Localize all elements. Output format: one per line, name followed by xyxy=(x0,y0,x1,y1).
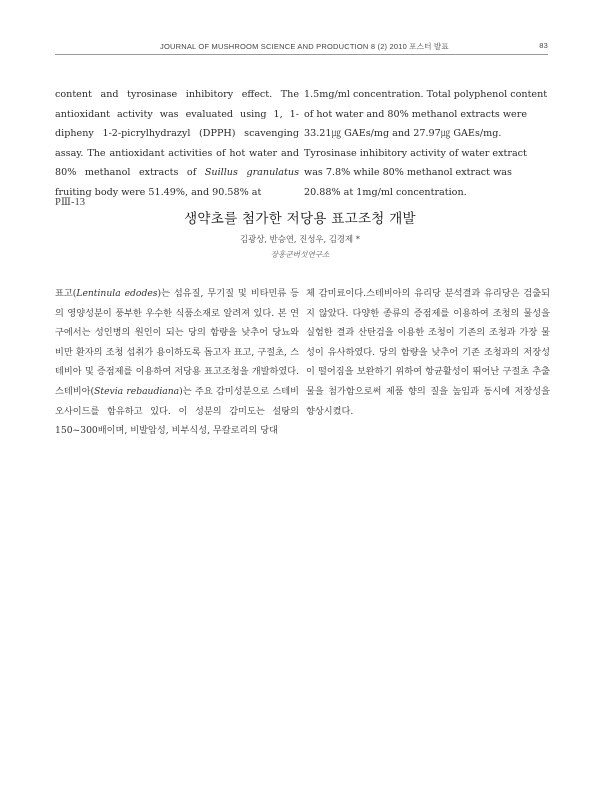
prev-abstract-right-text: 1.5mg/ml concentration. Total polyphenol content of hot water and 80% methanol extracts were 33.21㎍ GAEs/mg and 27.97㎍ GAEs/mg. Tyrosinase inhibitory activity of water extract was 7.8% while 80% methanol extract was 20.88% at 1mg/ml concentration. xyxy=(304,89,548,198)
text-run: )는 섬유질, 무기질 및 비타민류 등의 영양성분이 풍부한 우수한 식품소재로 알려져 있다. 본 연구에서는 성인병의 원인이 되는 당의 함량을 낮추어 당뇨와 비만 환자의 조청 섭취가 용이하도록 돕고자 표고, 구절초, 스테비아 및 증점제를 이용하여 저당용 표고조청을 개발하였다. 스테비아( xyxy=(55,288,300,397)
prev-abstract-left-column xyxy=(55,85,299,203)
abstract-left-column xyxy=(55,284,299,441)
journal-title: JOURNAL OF MUSHROOM SCIENCE AND PRODUCTION 8 (2) 2010 포스터 발표 xyxy=(160,42,449,51)
text-run: fruiting body were 51.49%, and 90.58% at xyxy=(55,186,262,198)
page-number: 83 xyxy=(539,41,548,50)
abstract-authors: 김광상, 반승연, 진성우, 김경제 * xyxy=(240,234,360,244)
abstract-right-column xyxy=(306,284,550,421)
prev-abstract-right-column xyxy=(304,85,548,203)
prev-abstract-left-text xyxy=(55,85,299,203)
text-run: 표고( xyxy=(55,288,77,299)
abstract-left-text xyxy=(55,284,299,441)
text-run: content and tyrosinase inhibitory effect. The antioxidant activity was evaluated using 1, 1-dipheny 1-2-picrylhydrazyl (DPPH) scavenging assay. The antioxidant activities of hot water and 80% methanol extracts of xyxy=(55,89,299,179)
abstract-title: 생약초를 첨가한 저당용 표고조청 개발 xyxy=(184,211,416,227)
abstract-right-text: 체 감미료이다.스테비아의 유리당 분석결과 유리당은 검출되지 않았다. 다양한 종류의 증점제를 이용하여 조청의 물성을 실험한 결과 산탄검을 이용한 조청이 기존의 조청과 가장 물성이 유사하였다. 당의 함량을 낮추어 기존 조청과의 저장성이 떨어짐을 보완하기 위하여 항균활성이 뛰어난 구절초 추출물을 첨가함으로써 제품 향의 질을 높임과 동시에 저장성을 향상시켰다. xyxy=(306,288,550,417)
abstract-code: PⅢ-13 xyxy=(55,197,85,208)
abstract-affiliation: 장흥군버섯연구소 xyxy=(270,250,330,259)
species-name: Suillus granulatus xyxy=(204,167,299,179)
text-run: )는 주요 감미성분으로 스테비오사이드를 함유하고 있다. 이 성분의 감미도는 설탕의 150~300배이며, 비발암성, 비부식성, 무칼로리의 당대 xyxy=(55,385,299,437)
species-name: Lentinula edodes xyxy=(76,288,158,299)
header-rule xyxy=(55,54,548,55)
species-name: Stevia rebaudiana xyxy=(94,385,180,397)
